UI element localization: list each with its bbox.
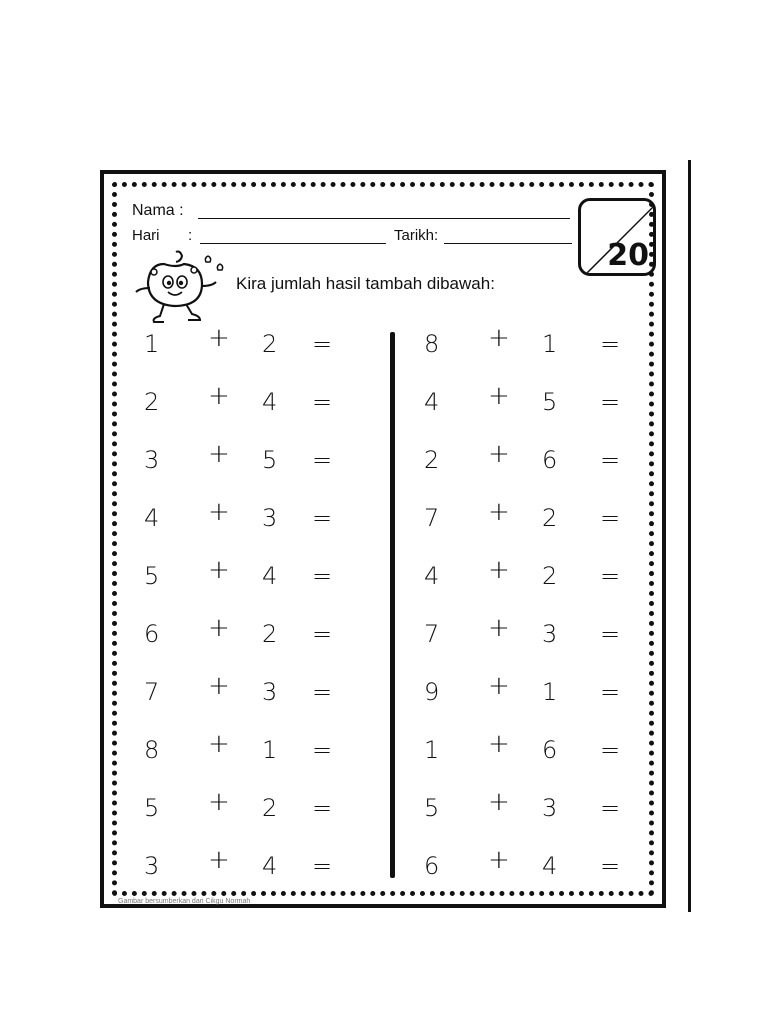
score-box — [578, 198, 656, 276]
plus-sign: + — [488, 555, 510, 585]
addend-b: 2 — [542, 562, 558, 590]
addend-a: 3 — [144, 446, 160, 474]
problem-row — [404, 613, 644, 677]
problem-row — [404, 787, 644, 851]
page-edge-rule — [688, 160, 691, 912]
equals-sign: = — [600, 446, 621, 474]
equals-sign: = — [600, 794, 621, 822]
problem-row — [404, 381, 644, 445]
plus-sign: + — [488, 787, 510, 817]
plus-sign: + — [488, 729, 510, 759]
problem-row — [404, 323, 644, 387]
plus-sign: + — [208, 671, 230, 701]
problem-row — [124, 497, 364, 561]
addend-a: 5 — [424, 794, 440, 822]
problem-row — [404, 497, 644, 561]
addend-b: 4 — [542, 852, 558, 880]
equals-sign: = — [312, 504, 333, 532]
addend-b: 3 — [262, 504, 278, 532]
plus-sign: + — [208, 729, 230, 759]
equals-sign: = — [312, 562, 333, 590]
addend-b: 1 — [542, 330, 558, 358]
problem-row — [404, 845, 644, 909]
addend-a: 5 — [144, 562, 160, 590]
addend-a: 9 — [424, 678, 440, 706]
addend-a: 4 — [424, 388, 440, 416]
score-total: 20 — [607, 238, 649, 273]
column-divider — [390, 332, 395, 878]
addend-b: 4 — [262, 852, 278, 880]
addend-b: 3 — [542, 620, 558, 648]
addend-b: 5 — [542, 388, 558, 416]
addend-b: 6 — [542, 446, 558, 474]
addend-a: 4 — [424, 562, 440, 590]
equals-sign: = — [312, 620, 333, 648]
addend-b: 4 — [262, 388, 278, 416]
equals-sign: = — [312, 446, 333, 474]
addend-b: 1 — [542, 678, 558, 706]
plus-sign: + — [488, 845, 510, 875]
plus-sign: + — [208, 613, 230, 643]
plus-sign: + — [488, 497, 510, 527]
problem-row — [124, 671, 364, 735]
date-field[interactable] — [444, 243, 572, 244]
problem-row — [404, 555, 644, 619]
addend-a: 7 — [424, 504, 440, 532]
name-field[interactable] — [198, 218, 570, 219]
equals-sign: = — [600, 504, 621, 532]
equals-sign: = — [600, 562, 621, 590]
addend-a: 1 — [144, 330, 160, 358]
addend-b: 3 — [542, 794, 558, 822]
addend-a: 2 — [424, 446, 440, 474]
plus-sign: + — [208, 323, 230, 353]
addend-b: 2 — [262, 620, 278, 648]
addend-a: 6 — [144, 620, 160, 648]
equals-sign: = — [600, 736, 621, 764]
plus-sign: + — [208, 555, 230, 585]
addend-a: 6 — [424, 852, 440, 880]
problem-row — [124, 439, 364, 503]
addend-a: 5 — [144, 794, 160, 822]
equals-sign: = — [600, 330, 621, 358]
addend-a: 4 — [144, 504, 160, 532]
credit-text: Gambar bersumberkan dari Cikgu Normah — [118, 898, 251, 905]
plus-sign: + — [488, 439, 510, 469]
plus-sign: + — [208, 845, 230, 875]
addend-b: 2 — [262, 330, 278, 358]
equals-sign: = — [312, 852, 333, 880]
addend-a: 7 — [144, 678, 160, 706]
day-label: Hari — [132, 227, 160, 244]
equals-sign: = — [312, 678, 333, 706]
addend-a: 7 — [424, 620, 440, 648]
apple-mascot-icon — [130, 248, 228, 326]
equals-sign: = — [312, 388, 333, 416]
plus-sign: + — [208, 787, 230, 817]
problem-row — [124, 729, 364, 793]
problem-row — [404, 439, 644, 503]
addend-b: 1 — [262, 736, 278, 764]
problem-row — [124, 787, 364, 851]
problem-row — [124, 555, 364, 619]
equals-sign: = — [600, 852, 621, 880]
right-problem-column — [404, 323, 644, 909]
name-label: Nama : — [132, 202, 184, 219]
equals-sign: = — [312, 330, 333, 358]
instruction-text: Kira jumlah hasil tambah dibawah: — [236, 274, 495, 293]
equals-sign: = — [600, 388, 621, 416]
problem-row — [404, 729, 644, 793]
addend-a: 2 — [144, 388, 160, 416]
problem-row — [124, 613, 364, 677]
day-field[interactable] — [200, 243, 386, 244]
addend-b: 2 — [262, 794, 278, 822]
date-label: Tarikh: — [394, 227, 439, 244]
addend-b: 6 — [542, 736, 558, 764]
plus-sign: + — [488, 323, 510, 353]
plus-sign: + — [488, 381, 510, 411]
plus-sign: + — [208, 497, 230, 527]
addend-b: 3 — [262, 678, 278, 706]
addend-b: 4 — [262, 562, 278, 590]
addend-a: 8 — [424, 330, 440, 358]
addend-b: 5 — [262, 446, 278, 474]
addend-a: 3 — [144, 852, 160, 880]
plus-sign: + — [488, 613, 510, 643]
addend-b: 2 — [542, 504, 558, 532]
addend-a: 1 — [424, 736, 440, 764]
worksheet — [100, 170, 666, 908]
left-problem-column — [124, 323, 364, 909]
plus-sign: + — [488, 671, 510, 701]
problem-row — [124, 381, 364, 445]
equals-sign: = — [600, 678, 621, 706]
plus-sign: + — [208, 381, 230, 411]
plus-sign: + — [208, 439, 230, 469]
equals-sign: = — [312, 736, 333, 764]
equals-sign: = — [312, 794, 333, 822]
equals-sign: = — [600, 620, 621, 648]
problem-row — [404, 671, 644, 735]
day-colon: : — [188, 227, 193, 244]
addend-a: 8 — [144, 736, 160, 764]
problem-row — [124, 323, 364, 387]
